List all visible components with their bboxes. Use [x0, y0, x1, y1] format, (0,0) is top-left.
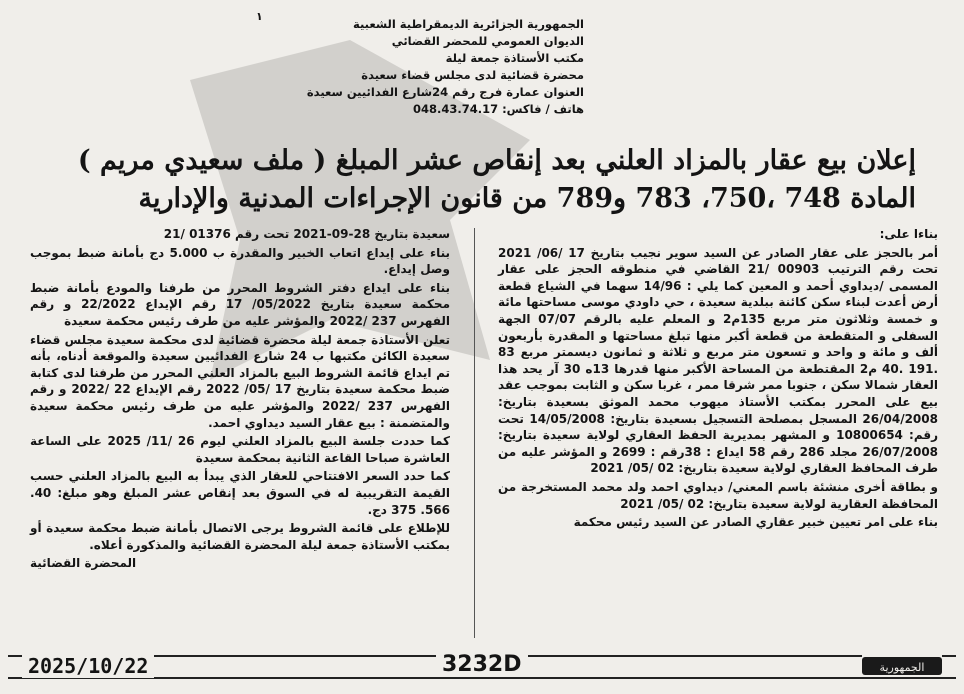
paragraph: بناء على ايداع دفتر الشروط المحرر من طرفنا والمودع بأمانة ضبط محكمة سعيدة بتاريخ 05/2022/ 17 رقم الإيداع 22/2022 و رقم الفهرس 237 /2022 والمؤشر عليه من طرف رئيس محكمة سعيدة	[30, 280, 450, 328]
publication-date: 2025/10/22	[22, 654, 154, 678]
issue-number: 3232D	[436, 652, 528, 677]
paragraph: و بطاقة أخرى منشئة باسم المعني/ ديداوي احمد ولد محمد المستخرجة من المحافظة العقارية لولاية سعيدة بتاريخ: 02 /05/ 2021	[498, 479, 938, 511]
header-address: العنوان عمارة فرج رقم 24شارع الفدائيين سعيدة	[306, 85, 584, 99]
left-column	[30, 226, 450, 574]
signature: المحضرة القضائية	[30, 556, 137, 571]
paragraph: بناءا على:	[879, 227, 938, 241]
logo-text: الجمهورية	[879, 661, 925, 674]
title-line-1: إعلان بيع عقار بالمزاد العلني بعد إنقاص عشر المبلغ ( ملف سعيدي مريم )	[77, 145, 916, 176]
header-phone: هاتف / فاكس: 048.43.74.17	[412, 102, 584, 116]
column-divider	[474, 228, 475, 638]
header-bailiff-office: مكتب الأستاذة جمعة ليلة	[445, 51, 584, 65]
paragraph: كما حددت جلسة البيع بالمزاد العلني ليوم 26 /11/ 2025 على الساعة العاشرة صباحا القاعة الثانية بمحكمة سعيدة	[30, 434, 451, 465]
paragraph: كما حدد السعر الافتتاحي للعقار الذي يبدأ به البيع بالمزاد العلني حسب القيمة التقريبية له في السوق بعد إنقاص عشر المبلغ وهو مبلغ: 40. 566. 375 دج.	[30, 469, 450, 517]
paragraph: أمر بالحجز على عقار الصادر عن السيد سوير نجيب بتاريخ 17 /06/ 2021 تحت رقم الترتيب 00903 /21 القاضي في منطوقه الحجز على عقار المسمى /ديداوي أحمد و المعين كما يلي : 14/96 سهما في الشياع قطعة أرض أعدت لبناء سكن كائنة ببلدية سعيدة ، حي داودي موسى مساحتها مائة و خمسة وثلاثون متر مربع 135م2 و المعلم عليه بالرقم 07/07 الجهة السفلى و المتقطعة من قطعة أكبر منها تبلغ مساحتها و المقدرة بأربعون ألف و مائة و واحد و تسعون متر مربع و ثلاثة و ثمانون ديسمتر مربع 83 .191 .40 م2 المقتطعة من المساحة الأكبر منها قدرها 13ه 30 آر يحد هذا العقار شمالا سكن ، جنوبا ممر شرقا ممر ، غربا سكن و الثابت بموجب عقد بيع على المحرر بمكتب الأستاذ ميهوب محمد الموثق بسعيدة بتاريخ: 26/04/2008 المسجل بمصلحة التسجيل بسعيدة بتاريخ: 14/05/2008 تحت رقم: 10800654 و المشهر بمديرية الحفظ العقاري لولاية سعيدة بتاريخ: 26/07/2008 مجلد 286 رقم 58 ايداع : 38رقم : 2699 و المؤشر عليه من طرف المحافظ العقاري لولاية سعيدة بتاريخ: 02 /05/ 2021	[498, 245, 939, 476]
header-republic: الجمهورية الجزائرية الديمقراطية الشعبية	[352, 17, 584, 31]
page-mark: ١	[256, 10, 263, 23]
paragraph: سعيدة بتاريخ 28-09-2021 تحت رقم 01376 /21	[163, 227, 450, 241]
announcement-title	[50, 142, 916, 218]
paragraph: تعلن الأستاذة جمعة ليلة محضرة قضائية لدى محكمة سعيدة مجلس قضاء سعيدة الكائن مكتبها ب 24 شارع الفدائيين سعيدة والموقعة أدناه، بأنه تم ايداع قائمة الشروط البيع بالمزاد العلني المحرر من طرفنا لدى كتابة ضبط محكمة سعيدة بتاريخ 17 /05/ 2022 رقم الإيداع 22 /2022 و رقم الفهرس 237 /2022 والمؤشر عليه من طرف رئيس محكمة سعيدة والمتضمنة : بيع عقار السيد ديداوي احمد.	[30, 332, 451, 430]
header-jurisdiction: محضرة قضائية لدى مجلس قضاء سعيدة	[361, 68, 584, 82]
paragraph: بناء على امر تعيين خبير عقاري الصادر عن السيد رئيس محكمة	[573, 515, 938, 530]
newspaper-logo	[862, 655, 942, 677]
right-column	[498, 226, 938, 533]
paragraph: للإطلاع على قائمة الشروط يرجى الاتصال بأمانة ضبط محكمة سعيدة أو بمكتب الأستاذة جمعة ليلة المحضرة القضائية والمذكورة أعلاه.	[30, 521, 450, 552]
header-office: الديوان العمومي للمحضر القضائي	[391, 34, 584, 48]
paragraph: بناء على إيداع اتعاب الخبير والمقدرة ب 5.000 دج بأمانة ضبط بموجب وصل إيداع.	[30, 245, 450, 277]
bailiff-letterhead	[254, 16, 584, 118]
title-line-2: المادة 748 ،750، 783 و789 من قانون الإجراءات المدنية والإدارية	[138, 183, 916, 214]
